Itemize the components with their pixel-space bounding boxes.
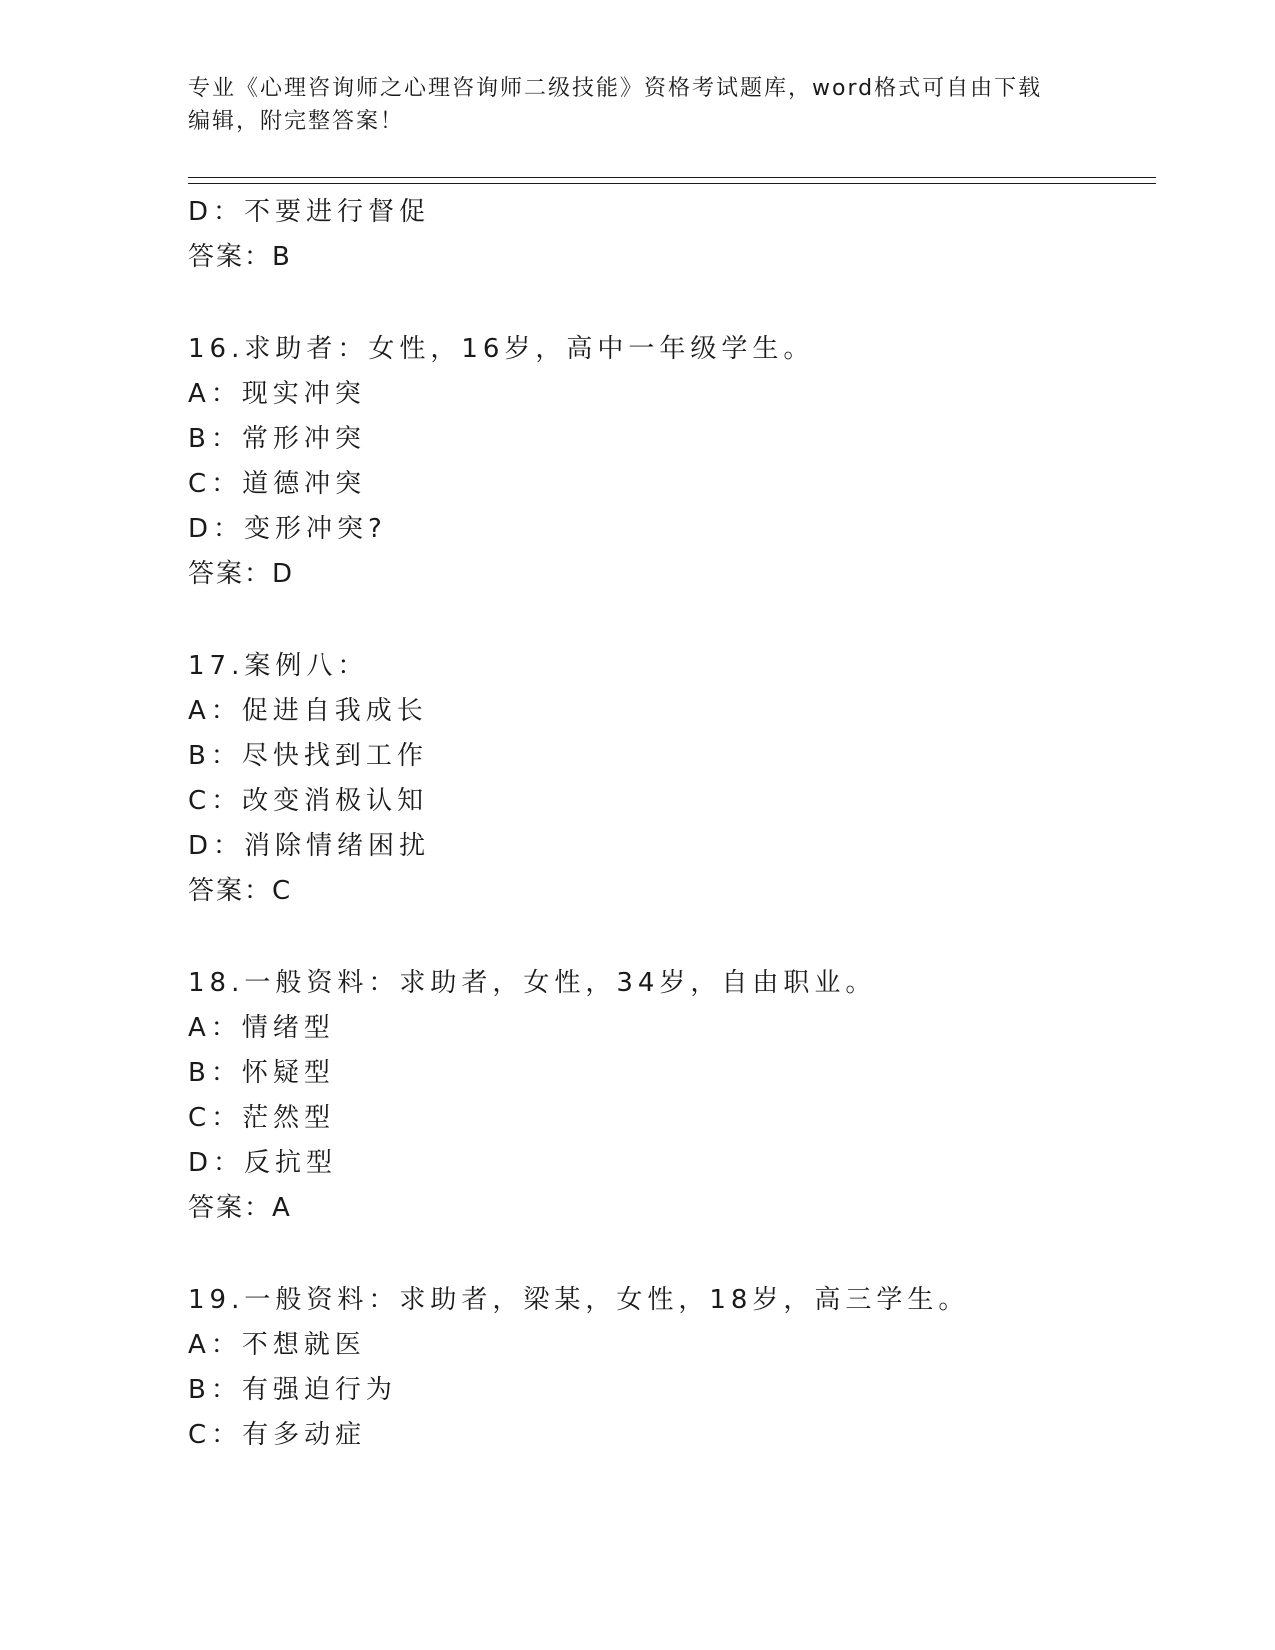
option-b: B：常形冲突 xyxy=(188,424,366,454)
option-c: C：茫然型 xyxy=(188,1103,336,1133)
option-d: D：变形冲突? xyxy=(188,514,387,544)
answer-line: 答案：B xyxy=(188,242,292,272)
option-d: D：不要进行督促 xyxy=(188,197,431,227)
question-17 xyxy=(188,644,1156,914)
option-a: A：不想就医 xyxy=(188,1330,366,1360)
spacer xyxy=(188,1231,1156,1278)
option-c: C：有多动症 xyxy=(188,1420,367,1450)
question-stem: 18.一般资料：求助者，女性，34岁，自由职业。 xyxy=(188,968,877,998)
question-list xyxy=(188,190,1156,1458)
option-a: A：促进自我成长 xyxy=(188,696,428,726)
answer-line: 答案：D xyxy=(188,559,295,589)
header-line-1: 专业《心理咨询师之心理咨询师二级技能》资格考试题库，word格式可自由下载 xyxy=(188,76,1043,101)
question-stem: 19.一般资料：求助者，梁某，女性，18岁，高三学生。 xyxy=(188,1285,970,1315)
document-header xyxy=(188,72,1088,138)
question-16 xyxy=(188,327,1156,597)
option-b: B：有强迫行为 xyxy=(188,1375,397,1405)
question-stem: 16.求助者：女性，16岁，高中一年级学生。 xyxy=(188,334,815,364)
header-divider-bottom xyxy=(188,183,1156,184)
header-line-2: 编辑，附完整答案！ xyxy=(188,109,405,134)
option-c: C：改变消极认知 xyxy=(188,786,429,816)
option-c: C：道德冲突 xyxy=(188,469,367,499)
option-b: B：怀疑型 xyxy=(188,1058,335,1088)
spacer xyxy=(188,280,1156,327)
answer-line: 答案：C xyxy=(188,876,293,906)
spacer xyxy=(188,914,1156,961)
question-19 xyxy=(188,1278,1156,1458)
header-divider-top xyxy=(188,177,1156,178)
question-18 xyxy=(188,961,1156,1231)
option-d: D：反抗型 xyxy=(188,1148,338,1178)
option-a: A：现实冲突 xyxy=(188,379,366,409)
option-a: A：情绪型 xyxy=(188,1013,335,1043)
answer-line: 答案：A xyxy=(188,1193,292,1223)
spacer xyxy=(188,597,1156,644)
question-stem: 17.案例八： xyxy=(188,651,369,681)
option-d: D：消除情绪困扰 xyxy=(188,831,431,861)
option-b: B：尽快找到工作 xyxy=(188,741,428,771)
